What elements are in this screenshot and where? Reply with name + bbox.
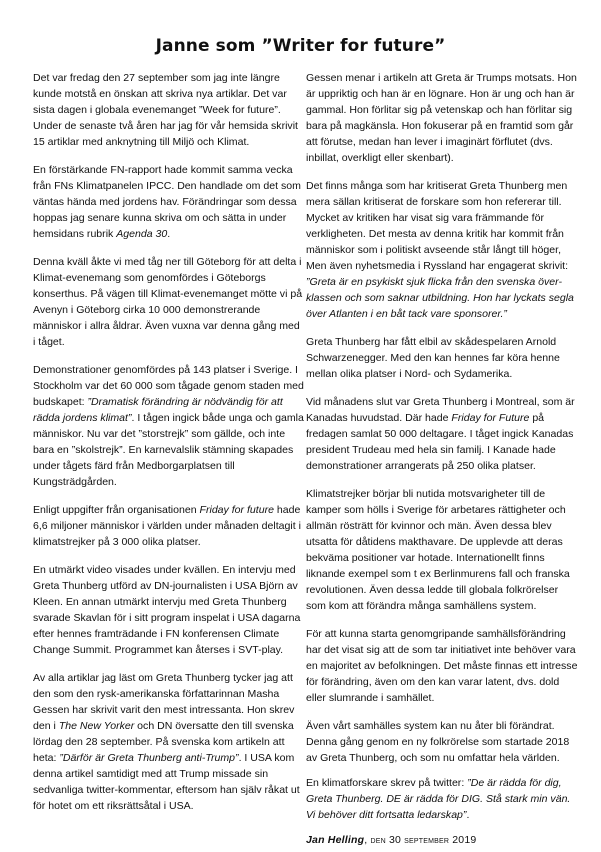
paragraph: Enligt uppgifter från organisationen Friday for future hade 6,6 miljoner människor i världen under månaden deltagit i klimatstrejker på 3 000 olika platser. <box>33 504 301 548</box>
paragraph: En utmärkt video visades under kvällen. En intervju med Greta Thunberg utförd av DN-journalisten i USA Björn av Kleen. En annan utmärkt intervju med Greta Thunberg svarade Skavlan för i sitt program inspelat i USA dagarna efter hennes framträdande i FN konferensen Climate Change Summit. Programmet kan återses i SVT-play. <box>33 564 301 656</box>
article-title: Janne som ”Writer for future” <box>155 36 446 56</box>
left-column <box>33 70 305 826</box>
paragraph: Även vårt samhälles system kan nu åter bli förändrat. Denna gång genom en ny folkrörelse som startade 2018 av Greta Thunberg, och som nu omfattar hela världen. <box>306 720 570 764</box>
paragraph: Av alla artiklar jag läst om Greta Thunberg tycker jag att den som den rysk-amerikanska författarinnan Masha Gessen har skrivit varit den mest intressanta. Hon skrev den i The New Yorker och DN översatte den till svenska lördag den 28 september. På svenska kom artikeln att heta: ”Därför är Greta Thunberg anti-Trump”. I USA kom denna artikel samtidigt med att Trump missade sin sedvanliga twitter-kommentar, eftersom han själv råkat ut för hotet om ett riksrättsåtal i USA. <box>33 672 300 812</box>
paragraph: En förstärkande FN-rapport hade kommit samma vecka från FNs Klimatpanelen IPCC. Den handlade om det som väntas hända med jordens hav. Förändringar som dessa hoppas jag senare kunna skriva om och sätta in under hemsidans rubrik Agenda 30. <box>33 164 301 240</box>
org-emphasis: Friday for future <box>199 504 274 516</box>
signature-date: , den 30 september 2019 <box>364 834 477 846</box>
quote-emphasis: ”Dramatisk förändring är nödvändig för att rädda jordens klimat” <box>33 396 283 424</box>
paragraph: En klimatforskare skrev på twitter: ”De är rädda för dig, Greta Thunberg. DE är rädda för DIG. Stå stark min vän. Vi behöver ditt fortsatta ledarskap”. <box>306 777 571 821</box>
publication-emphasis: The New Yorker <box>58 720 135 732</box>
paragraph: Greta Thunberg har fått elbil av skådespelaren Arnold Schwarzenegger. Med den kan hennes far köra henne mellan olika platser i Nord- och Sydamerika. <box>306 336 560 380</box>
signature <box>306 833 578 847</box>
right-column <box>306 70 578 847</box>
paragraph: Denna kväll åkte vi med tåg ner till Göteborg för att delta i Klimat-evenemang som genomfördes i Göteborgs konserthus. På vägen till Klimat-evenemanget mötte vi på Avenyn i Göteborg cirka 10 000 demonstrerande människor i allra åldrar. Även vuxna var denna gång med i tåget. <box>33 256 303 348</box>
paragraph: För att kunna starta genomgripande samhällsförändring har det visat sig att de som tar initiativet inte behöver vara en majoritet av befolkningen. Det måste finnas ett intresse för förändring, även om den kan varar latent, dvs. dold eller slumrande i samhället. <box>306 628 578 704</box>
org-emphasis: Friday for Future <box>451 412 530 424</box>
paragraph: Det var fredag den 27 september som jag inte längre kunde motstå en önskan att skriva nya artiklar. Det var sista dagen i globala evenemanget ”Week for future”. Under de senaste två åren har jag för vår hemsida skrivit 15 artiklar med anknytning till Miljö och Klimat. <box>33 72 298 148</box>
paragraph: Gessen menar i artikeln att Greta är Trumps motsats. Hon är uppriktig och han är en lögnare. Hon är ung och han är gammal. Hon förlitar sig på vetenskap och han förlitar sig bara på magkänsla. Hon fokuserar på en framtid som går att förutse, medan han lever i imaginärt förflutet (dvs. inbillat, overkligt eller skenbart). <box>306 72 577 164</box>
quote-emphasis: ”De är rädda för dig, Greta Thunberg. DE är rädda för DIG. Stå stark min vän. Vi behöver ditt fortsatta ledarskap” <box>306 777 571 821</box>
article-title-emphasis: ”Därför är Greta Thunberg anti-Trump” <box>59 752 239 764</box>
quote-emphasis: ”Greta är en psykiskt sjuk flicka från den svenska över-klassen och som saknar utbildning. Hon har lyckats segla över Atlanten i en båt tack vare sponsorer.” <box>306 276 574 320</box>
paragraph: Det finns många som har kritiserat Greta Thunberg men mera sällan kritiserat de forskare som hon refererar till. Mycket av kritiken har visat sig vara främmande för verkligheten. Det mesta av denna kritik har kommit från människor som i politiskt avseende står långt till höger, Men även nyhetsmedia i Ryssland har engagerat skrivit: ”Greta är en psykiskt sjuk flicka från den svenska över-klassen och som saknar utbildning. Hon har lyckats segla över Atlanten i en båt tack vare sponsorer.” <box>306 180 574 320</box>
paragraph: Klimatstrejker börjar bli nutida motsvarigheter till de kamper som hölls i Sverige för arbetares rättigheter och allmän rösträtt för kvinnor och män. Även dessa blev utsatta för dåtidens makthavare. De upplevde att deras bekväma positioner var hotade. Internationellt finns liknande exempel som t ex Berlinmurens fall och franska revolutionen. Även dessa ledde till globala folkrörelser som kom att förändra många samhällens system. <box>306 488 570 612</box>
agenda-emphasis: Agenda 30 <box>116 228 168 240</box>
paragraph: Vid månadens slut var Greta Thunberg i Montreal, som är Kanadas huvudstad. Där hade Friday for Future på fredagen samlat 50 000 deltagare. I tåget ingick Kanadas president Trudeau med hela sin familj. I Kanade hade demonstrationer arrangerats på 250 olika platser. <box>306 396 575 472</box>
paragraph: Demonstrationer genomfördes på 143 platser i Sverige. I Stockholm var det 60 000 som tågade genom staden med budskapet: ”Dramatisk förändring är nödvändig för att rädda jordens klimat”. I tågen ingick både unga och gamla människor. Nu var det ”storstrejk” som gällde, och inte bara en ”skolstrejk”. En karnevalslik stämning skapades under tågets färd från Medborgarplatsen till Kungsträdgården. <box>33 364 304 488</box>
author-name: Jan Helling <box>306 834 365 846</box>
